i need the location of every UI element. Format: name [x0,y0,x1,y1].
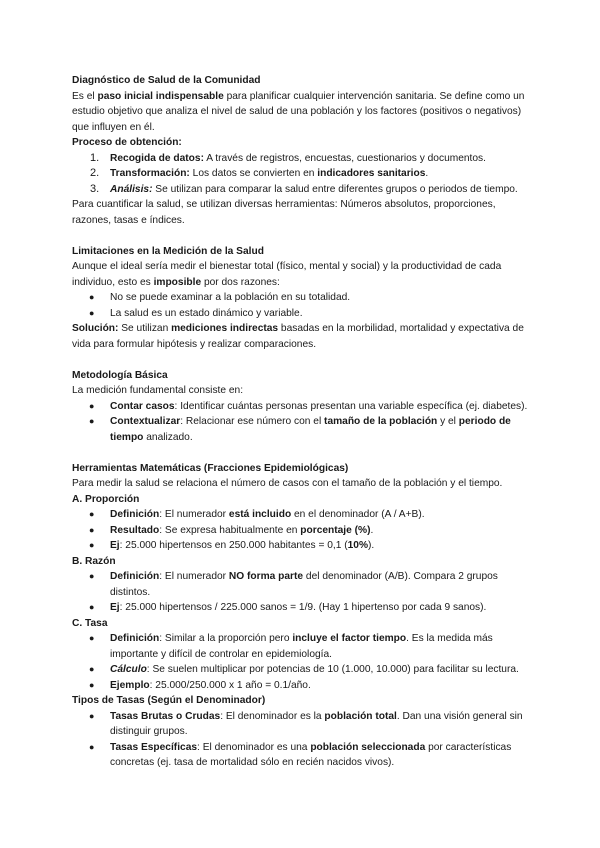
list-item: ● Resultado: Se expresa habitualmente en porcentaje (%). [89,524,374,536]
document-page [72,73,530,771]
list-item: 2. Transformación: Los datos se convierten en indicadores sanitarios. [90,167,429,179]
list-item: ● Contextualizar: Relacionar ese número con el tamaño de la población y el periodo de tiempo analizado. [89,416,511,443]
steps-list [72,151,530,198]
subtitle-tasa: C. Tasa [72,617,108,629]
list-item: ● Contar casos: Identificar cuántas personas presentan una variable específica (ej. diabetes). [89,400,528,412]
razon-list [72,569,530,616]
list-item: ● Cálculo: Se suelen multiplicar por potencias de 10 (1.000, 10.000) para facilitar su lectura. [89,664,519,675]
list-item: ● Definición: El numerador NO forma parte del denominador (A/B). Compara 2 grupos distintos. [89,571,498,598]
section-title-metodologia: Metodología Básica [72,369,168,381]
paragraph-intro-herramientas: Para medir la salud se relaciona el número de casos con el tamaño de la población y el tiempo. [72,478,503,489]
list-item: 3. Análisis: Se utilizan para comparar la salud entre diferentes grupos o periodos de tiempo. [90,182,518,195]
tasa-list [72,631,530,693]
paragraph-intro-metodologia: La medición fundamental consiste en: [72,385,244,396]
paragraph-intro-limitaciones: Aunque el ideal sería medir el bienestar total (físico, mental y social) y la productividad de cada individuo, esto es imposible por dos razones: [72,261,502,288]
proceso-label: Proceso de obtención: [72,137,182,148]
list-item: ● Tasas Brutas o Crudas: El denominador es la población total. Dan una visión general sin distinguir grupos. [89,710,523,737]
subtitle-razon: B. Razón [72,555,116,567]
list-item: ● Definición: Similar a la proporción pero incluye el factor tiempo. Es la medida más importante y difícil de controlar en epidemiología. [89,633,493,660]
metodologia-list [72,399,530,446]
subtitle-proporcion: A. Proporción [72,493,140,505]
proporcion-list [72,507,530,554]
tipos-tasas-list [72,709,530,771]
list-item: ● La salud es un estado dinámico y variable. [89,307,303,319]
paragraph-solucion: Solución: Se utilizan mediciones indirectas basadas en la morbilidad, mortalidad y expectativa de vida para formular hipótesis y realizar comparaciones. [72,323,524,350]
list-item: 1. Recogida de datos: A través de registros, encuestas, cuestionarios y documentos. [90,151,486,164]
subtitle-tipos-tasas: Tipos de Tasas (Según el Denominador) [72,695,266,706]
list-item: ● No se puede examinar a la población en su totalidad. [89,292,351,303]
section-title-limitaciones: Limitaciones en la Medición de la Salud [72,245,264,257]
list-item: ● Ej: 25.000 hipertensos en 250.000 habitantes = 0,1 (10%). [89,540,375,551]
section-title-diagnostico: Diagnóstico de Salud de la Comunidad [72,75,261,86]
list-item: ● Tasas Específicas: El denominador es una población seleccionada por características concretas (ej. tasa de mortalidad sólo en recién nacidos vivos). [89,741,512,768]
paragraph-outro-diagnostico: Para cuantificar la salud, se utilizan diversas herramientas: Números absolutos, proporciones, razones, tasas e índices. [72,199,496,226]
limitaciones-list [72,290,530,321]
section-title-herramientas: Herramientas Matemáticas (Fracciones Epidemiológicas) [72,462,349,474]
list-item: ● Definición: El numerador está incluido en el denominador (A / A+B). [89,509,425,520]
list-item: ● Ejemplo: 25.000/250.000 x 1 año = 0.1/año. [89,679,311,691]
paragraph-intro-diagnostico: Es el paso inicial indispensable para planificar cualquier intervención sanitaria. Se define como un estudio objetivo que analiza el nivel de salud de una población y los factores (positivos o negativos) que influyen en él. [72,90,525,133]
list-item: ● Ej: 25.000 hipertensos / 225.000 sanos = 1/9. (Hay 1 hipertenso por cada 9 sanos). [89,602,487,613]
